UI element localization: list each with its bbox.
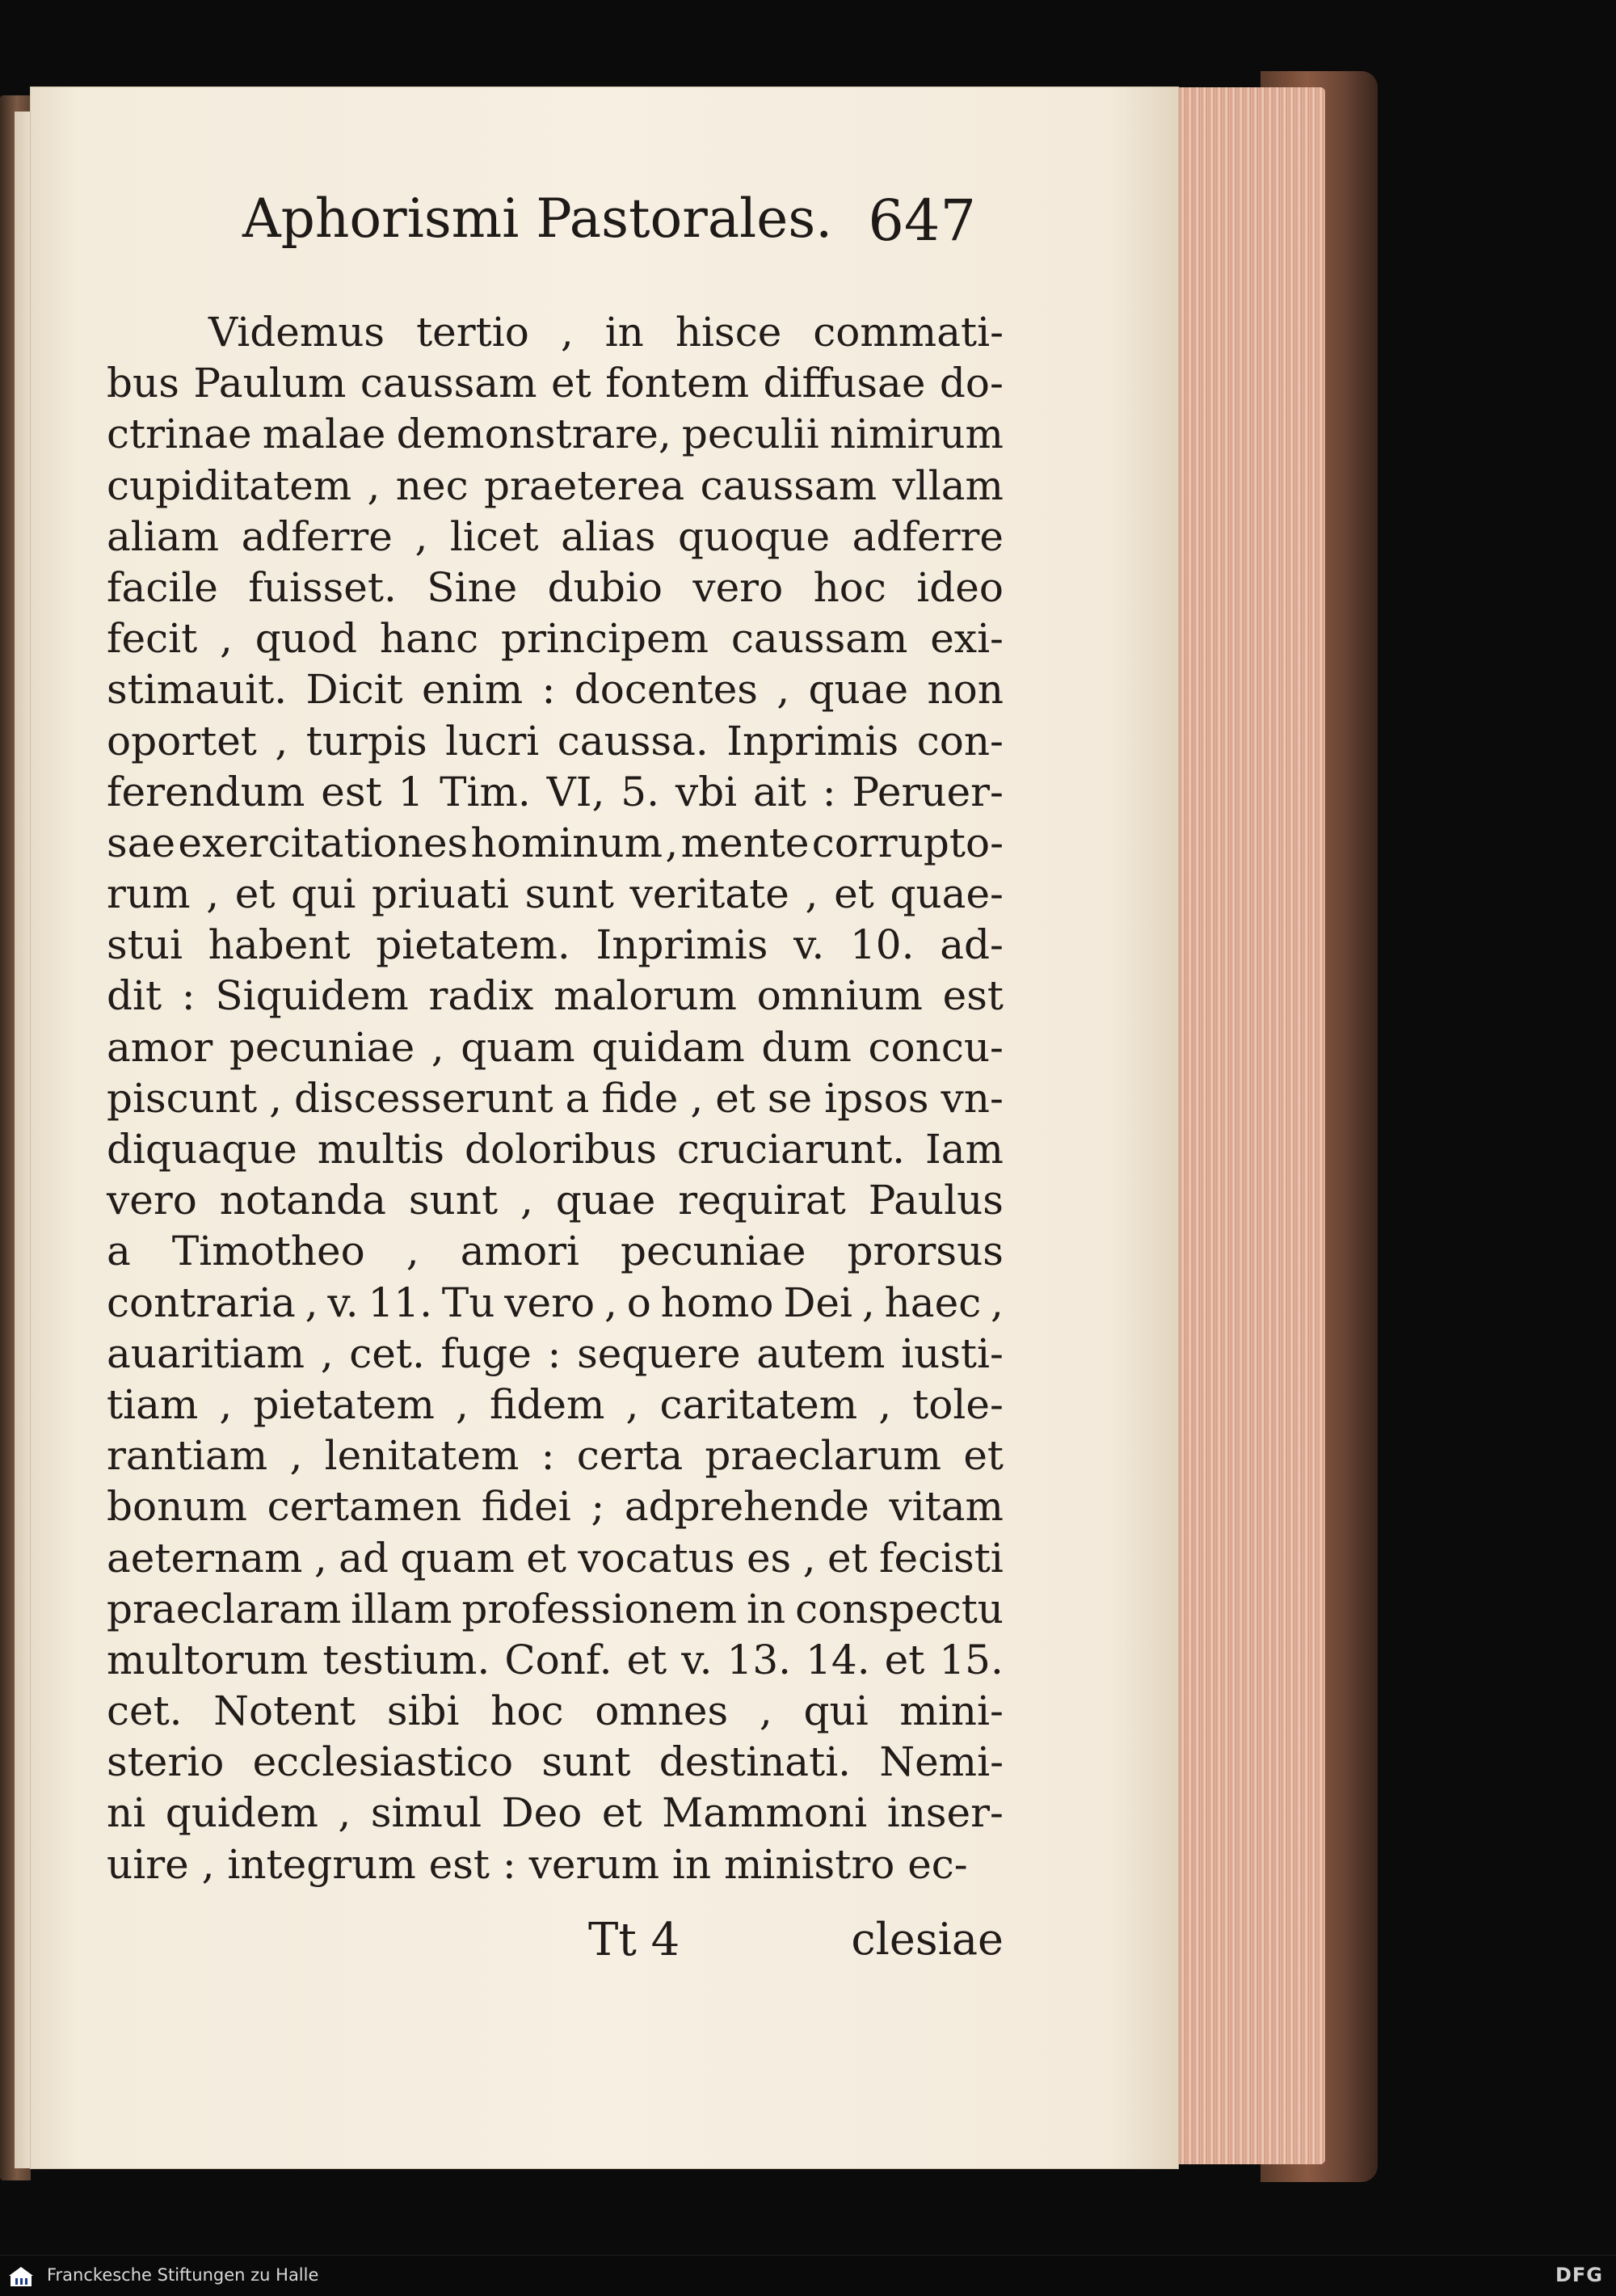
page-fore-edges <box>1164 87 1325 2164</box>
page-footer <box>107 1914 1004 1978</box>
text-line: Videmus tertio , in hisce commati- <box>208 309 1004 356</box>
text-line: stimauit. Dicit enim : docentes , quae non <box>107 666 1004 714</box>
running-head <box>242 187 994 268</box>
text-line: rum , et qui priuati sunt veritate , et quae- <box>107 870 1004 918</box>
text-line: oportet , turpis lucri caussa. Inprimis con- <box>107 717 1004 765</box>
viewer-footer-bar <box>0 2255 1616 2296</box>
text-line: dit : Siquidem radix malorum omnium est <box>107 972 1004 1020</box>
text-line: aliam adferre , licet alias quoque adferre <box>107 512 1004 560</box>
text-line: vero notanda sunt , quae requirat Paulus <box>107 1177 1004 1224</box>
text-line: sae exercitationes hominum , mente corrupto- <box>107 819 1004 866</box>
text-line: rantiam , lenitatem : certa praeclarum et <box>107 1432 1004 1480</box>
text-line: diquaque multis doloribus cruciarunt. Iam <box>107 1126 1004 1173</box>
text-line: aeternam , ad quam et vocatus es , et fecisti <box>107 1534 1004 1582</box>
text-line: stui habent pietatem. Inprimis v. 10. ad- <box>107 921 1004 969</box>
text-line: a Timotheo , amori pecuniae prorsus <box>107 1228 1004 1275</box>
text-line: amor pecuniae , quam quidam dum concu- <box>107 1023 1004 1071</box>
text-line: ferendum est 1 Tim. VI, 5. vbi ait : Peruer- <box>107 768 1004 815</box>
text-line: auaritiam , cet. fuge : sequere autem iusti- <box>107 1329 1004 1377</box>
text-line: ctrinae malae demonstrare, peculii nimirum <box>107 411 1004 458</box>
text-line: fecit , quod hanc principem caussam exi- <box>107 615 1004 663</box>
body-text <box>107 307 1004 1890</box>
text-line: cet. Notent sibi hoc omnes , qui mini- <box>107 1687 1004 1735</box>
institution-name: Franckesche Stiftungen zu Halle <box>47 2265 319 2285</box>
running-title: Aphorismi Pastorales. <box>242 187 833 250</box>
dfg-logo: DFG <box>1555 2264 1603 2286</box>
text-line: uire , integrum est : verum in ministro ec- <box>107 1840 968 1888</box>
text-line: tiam , pietatem , fidem , caritatem , tole- <box>107 1380 1004 1428</box>
text-line: ni quidem , simul Deo et Mammoni inser- <box>107 1789 1004 1837</box>
text-line: facile fuisset. Sine dubio vero hoc ideo <box>107 563 1004 611</box>
text-line: praeclaram illam professionem in conspectu <box>107 1585 1004 1632</box>
text-line: sterio ecclesiastico sunt destinati. Nemi- <box>107 1738 1004 1786</box>
signature-mark: Tt 4 <box>588 1914 680 1966</box>
catchword: clesiae <box>851 1914 1004 1965</box>
page-number: 647 <box>868 187 976 254</box>
institution-logo-icon <box>8 2265 34 2288</box>
text-line: piscunt , discesserunt a fide , et se ipsos vn- <box>107 1074 1004 1122</box>
text-line: cupiditatem , nec praeterea caussam vllam <box>107 461 1004 509</box>
text-line: multorum testium. Conf. et v. 13. 14. et 15. <box>107 1636 1004 1683</box>
text-line: bonum certamen fidei ; adprehende vitam <box>107 1483 1004 1531</box>
text-line: bus Paulum caussam et fontem diffusae do- <box>107 360 1004 407</box>
text-line: contraria , v. 11. Tu vero , o homo Dei , haec , <box>107 1279 1004 1326</box>
